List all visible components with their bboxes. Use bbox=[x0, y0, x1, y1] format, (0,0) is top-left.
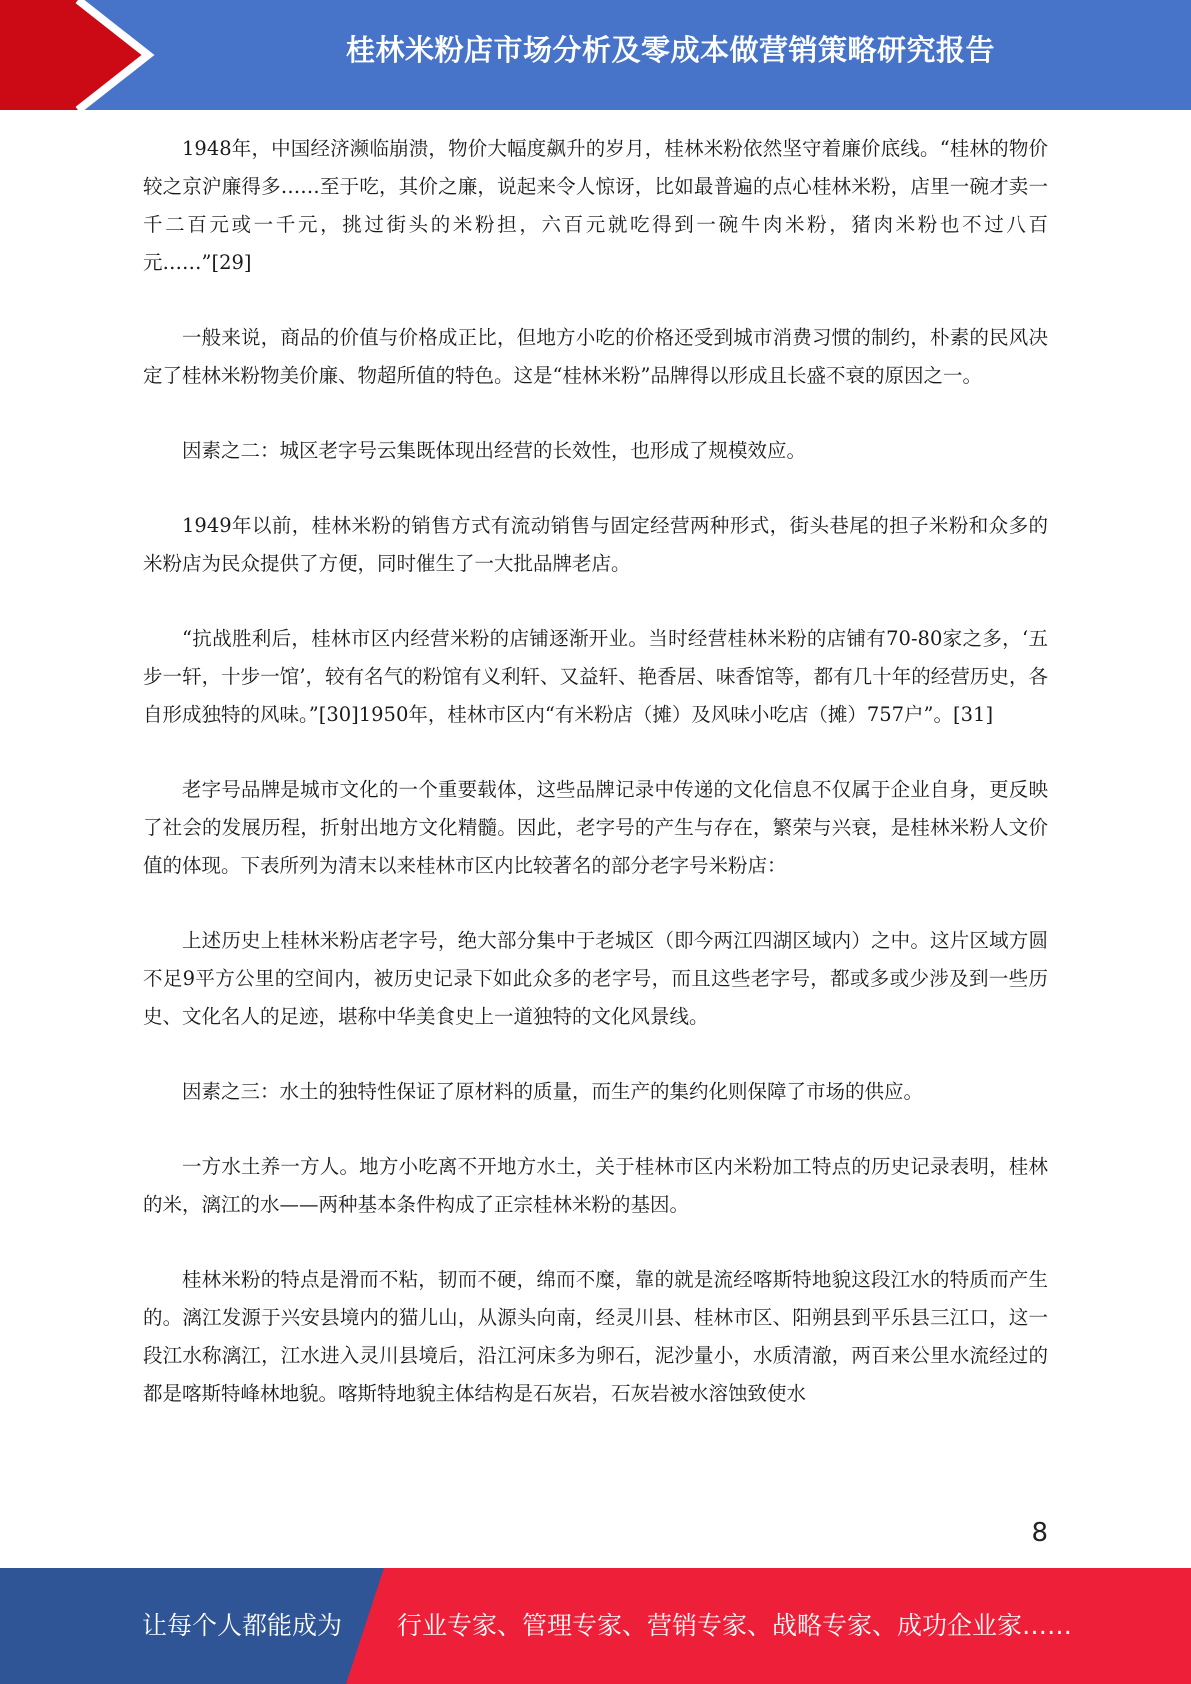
paragraph: 桂林米粉的特点是滑而不粘，韧而不硬，绵而不糜，靠的就是流经喀斯特地貌这段江水的特质而产生的。漓江发源于兴安县境内的猫儿山，从源头向南，经灵川县、桂林市区、阳朔县到平乐县三江口，这一段江水称漓江，江水进入灵川县境后，沿江河床多为卵石，泥沙量小，水质清澈，两百来公里水流经过的都是喀斯特峰林地貌。喀斯特地貌主体结构是石灰岩，石灰岩被水溶蚀致使水 bbox=[143, 1268, 1048, 1405]
page-footer bbox=[0, 1568, 1191, 1684]
paragraph: 上述历史上桂林米粉店老字号，绝大部分集中于老城区（即今两江四湖区域内）之中。这片区域方圆不足9平方公里的空间内，被历史记录下如此众多的老字号，而且这些老字号，都或多或少涉及到一些历史、文化名人的足迹，堪称中华美食史上一道独特的文化风景线。 bbox=[143, 929, 1048, 1028]
paragraph: 因素之二：城区老字号云集既体现出经营的长效性，也形成了规模效应。 bbox=[182, 439, 807, 462]
paragraph: “抗战胜利后，桂林市区内经营米粉的店铺逐渐开业。当时经营桂林米粉的店铺有70-80家之多，‘五步一轩，十步一馆’，较有名气的粉馆有义利轩、又益轩、艳香居、味香馆等，都有几十年的经营历史，各自形成独特的风味。”[30]1950年，桂林市区内“有米粉店（摊）及风味小吃店（摊）757户”。[31] bbox=[143, 627, 1048, 726]
document-title: 桂林米粉店市场分析及零成本做营销策略研究报告 bbox=[345, 33, 995, 67]
paragraph: 一般来说，商品的价值与价格成正比，但地方小吃的价格还受到城市消费习惯的制约，朴素的民风决定了桂林米粉物美价廉、物超所值的特色。这是“桂林米粉”品牌得以形成且长盛不衰的原因之一。 bbox=[143, 326, 1048, 387]
page-header bbox=[0, 0, 1191, 110]
footer-slogan-left: 让每个人都能成为 bbox=[142, 1611, 343, 1640]
footer-slogan-right: 行业专家、管理专家、营销专家、战略专家、成功企业家…… bbox=[397, 1611, 1073, 1640]
page-number: 8 bbox=[1031, 1518, 1048, 1548]
paragraph: 老字号品牌是城市文化的一个重要载体，这些品牌记录中传递的文化信息不仅属于企业自身，更反映了社会的发展历程，折射出地方文化精髓。因此，老字号的产生与存在，繁荣与兴衰，是桂林米粉人文价值的体现。下表所列为清末以来桂林市区内比较著名的部分老字号米粉店： bbox=[143, 778, 1048, 877]
paragraph: 一方水土养一方人。地方小吃离不开地方水土，关于桂林市区内米粉加工特点的历史记录表明，桂林的米，漓江的水——两种基本条件构成了正宗桂林米粉的基因。 bbox=[143, 1155, 1048, 1216]
paragraph: 1948年，中国经济濒临崩溃，物价大幅度飙升的岁月，桂林米粉依然坚守着廉价底线。“桂林的物价较之京沪廉得多……至于吃，其价之廉，说起来令人惊讶，比如最普遍的点心桂林米粉，店里一碗才卖一千二百元或一千元，挑过街头的米粉担，六百元就吃得到一碗牛肉米粉，猪肉米粉也不过八百元……”[29] bbox=[143, 137, 1048, 274]
paragraph: 因素之三：水土的独特性保证了原材料的质量，而生产的集约化则保障了市场的供应。 bbox=[182, 1080, 924, 1103]
paragraph: 1949年以前，桂林米粉的销售方式有流动销售与固定经营两种形式，街头巷尾的担子米粉和众多的米粉店为民众提供了方便，同时催生了一大批品牌老店。 bbox=[143, 514, 1048, 575]
document-body bbox=[143, 130, 1048, 1450]
